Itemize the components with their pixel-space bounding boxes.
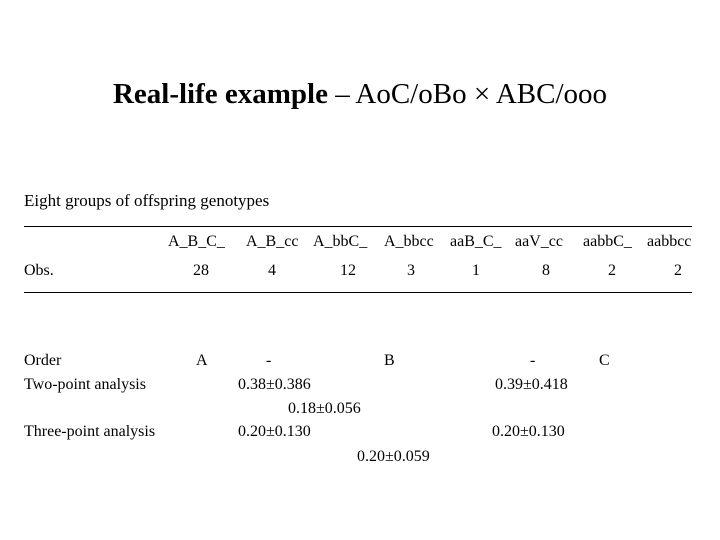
table-top-rule	[24, 226, 692, 227]
obs-value-A_bbC_: 12	[340, 262, 356, 279]
three-point-AC-value: 0.20±0.059	[357, 448, 430, 465]
obs-value-aabbC_: 2	[608, 262, 616, 279]
header-A_bbcc: A_bbcc	[384, 233, 434, 250]
order-gene-A: A	[196, 352, 208, 369]
obs-value-A_bbcc: 3	[407, 262, 415, 279]
table-bottom-rule	[24, 292, 692, 293]
order-label: Order	[24, 352, 62, 369]
two-point-label: Two-point analysis	[24, 376, 146, 393]
slide-subtitle: Eight groups of offspring genotypes	[24, 191, 270, 210]
three-point-AB-value: 0.20±0.130	[238, 423, 311, 440]
three-point-BC-value: 0.20±0.130	[492, 423, 565, 440]
two-point-AB-value: 0.38±0.386	[238, 376, 311, 393]
two-point-AC-value: 0.18±0.056	[288, 400, 361, 417]
obs-value-A_B_C_: 28	[193, 262, 209, 279]
two-point-BC-value: 0.39±0.418	[495, 376, 568, 393]
header-aabbC_: aabbC_	[583, 233, 632, 250]
header-A_B_cc: A_B_cc	[246, 233, 299, 250]
obs-label: Obs.	[24, 262, 54, 279]
slide-title	[0, 74, 720, 114]
order-dash-1: -	[266, 352, 272, 369]
header-aaV_cc: aaV_cc	[515, 233, 563, 250]
obs-value-aaB_C_: 1	[472, 262, 480, 279]
header-aabbcc: aabbcc	[647, 233, 692, 250]
order-dash-2: -	[530, 352, 536, 369]
obs-value-aaV_cc: 8	[542, 262, 550, 279]
slide-title-bold: Real-life example	[112, 78, 328, 110]
slide-title-rest: – AoC/oBo × ABC/ooo	[327, 78, 608, 110]
header-A_B_C_: A_B_C_	[168, 233, 225, 250]
obs-value-A_B_cc: 4	[268, 262, 276, 279]
order-gene-C: C	[599, 352, 610, 369]
header-aaB_C_: aaB_C_	[450, 233, 502, 250]
obs-value-aabbcc: 2	[674, 262, 682, 279]
header-A_bbC_: A_bbC_	[313, 233, 368, 250]
order-gene-B: B	[384, 352, 395, 369]
three-point-label: Three-point analysis	[24, 423, 156, 440]
